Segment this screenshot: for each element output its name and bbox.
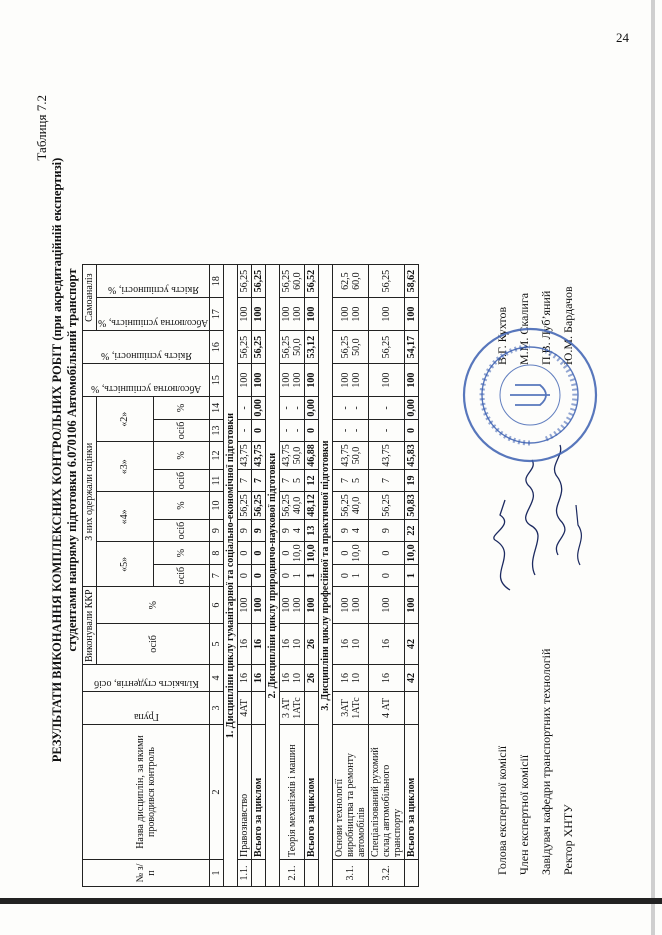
table-cell: - - (280, 397, 305, 420)
total-cell: 100 (405, 364, 419, 397)
table-cell: 4 АТ (369, 692, 405, 725)
table-row (238, 265, 252, 887)
col-selfanalysis-header: Самоаналіз (83, 265, 97, 331)
table-row (333, 265, 369, 887)
g3-percent: % (153, 442, 210, 470)
total-label: Всього за циклом (405, 725, 419, 860)
col-sa-quality-header: Якість успішності, % (107, 284, 199, 296)
table-cell: 56,25 50,0 (280, 331, 305, 364)
total-cell: 16 (252, 623, 266, 664)
total-cell: 16 (252, 665, 266, 692)
table-cell: 7 5 (333, 469, 369, 492)
rotated-document (34, 25, 620, 895)
total-cell: 50,83 (405, 492, 419, 520)
table-cell: 0 1 (280, 564, 305, 587)
g4-percent: % (153, 492, 210, 520)
signature-role: Член експертної комісії (517, 754, 531, 875)
row-number (252, 860, 266, 887)
table-row (369, 265, 405, 887)
table-caption: Таблиця 7.2 (34, 95, 49, 161)
col-students-header: Кількість студентів, осіб (93, 678, 199, 689)
total-cell: 100 (405, 587, 419, 623)
table-cell: 100 100 (333, 364, 369, 397)
signature-name: П.В. Луб’яний (539, 290, 553, 365)
discipline-name: Правознавство (238, 725, 252, 860)
table-cell: 100 100 (280, 298, 305, 331)
table-cell: 56,25 40,0 (280, 492, 305, 520)
scan-edge (651, 0, 655, 935)
section-title: 3. Дисципліни циклу професійної та практичної підготовки (319, 265, 333, 887)
discipline-name: Теорія механізмів і машин (280, 725, 305, 860)
total-cell: 46,88 (305, 442, 319, 470)
total-label: Всього за циклом (305, 725, 319, 860)
col-completed-header: Виконували ККР (83, 587, 97, 665)
column-numbers-row (210, 265, 224, 887)
table-cell: 56,25 (238, 331, 252, 364)
column-number: 5 (210, 623, 224, 664)
column-number: 10 (210, 492, 224, 520)
total-row (252, 265, 266, 887)
table-cell: 56,25 40,0 (333, 492, 369, 520)
table-cell: 100 (369, 298, 405, 331)
total-cell: 0,00 (405, 397, 419, 420)
signature-name: Ю.М. Бардачов (561, 286, 575, 365)
table-cell: 16 (369, 623, 405, 664)
column-number: 16 (210, 331, 224, 364)
column-number: 17 (210, 298, 224, 331)
col-no-header: № з/п (83, 860, 210, 887)
table-cell: 56,25 (238, 492, 252, 520)
total-cell: 56,25 (252, 265, 266, 298)
g5-percent: % (153, 542, 210, 565)
section-row (266, 265, 280, 887)
col-completed-percent: % (97, 587, 210, 623)
table-cell: 9 (238, 519, 252, 542)
total-cell: 48,12 (305, 492, 319, 520)
col-abs-header: Абсолютна успішність, % (91, 383, 202, 395)
column-number: 14 (210, 397, 224, 420)
total-cell: 26 (305, 623, 319, 664)
table-cell: 100 100 (280, 587, 305, 623)
grade-5-header: «5» (97, 542, 154, 587)
g5-persons: осіб (153, 564, 210, 587)
row-number (305, 860, 319, 887)
table-cell: 16 (238, 623, 252, 664)
signature-name: М.М. Скалига (517, 292, 531, 365)
col-received-header: З них одержали оцінки (83, 397, 97, 587)
table-cell: 16 (238, 665, 252, 692)
total-cell: 10,0 (405, 542, 419, 565)
table-row (280, 265, 305, 887)
total-cell: 1 (405, 564, 419, 587)
table-cell: 9 4 (280, 519, 305, 542)
total-cell: 42 (405, 623, 419, 664)
total-cell: 13 (305, 519, 319, 542)
table-cell: 56,25 60,0 (280, 265, 305, 298)
table-cell: 100 (369, 364, 405, 397)
scan-edge-bottom (0, 898, 662, 904)
col-sa-abs-header: Абсолютна успішність, % (98, 317, 209, 329)
total-cell: 53,12 (305, 331, 319, 364)
table-cell: 16 10 (333, 665, 369, 692)
column-number: 2 (210, 725, 224, 860)
col-discipline-header: Назва дисциплін, за якими проводився контроль (83, 725, 210, 860)
total-cell: 0,00 (252, 397, 266, 420)
discipline-name: Спеціалізований рухомий склад автомобільного транспорту (369, 725, 405, 860)
table-cell: 0 (238, 564, 252, 587)
document-title: РЕЗУЛЬТАТИ ВИКОНАННЯ КОМПЛЕКСНИХ КОНТРОЛЬНИХ РОБІТ (при акредитаційній експертизі) (50, 157, 64, 763)
total-cell: 0 (252, 419, 266, 442)
column-number: 11 (210, 469, 224, 492)
table-cell: 100 (369, 587, 405, 623)
col-group-header: Група (133, 711, 159, 722)
table-cell: - (369, 397, 405, 420)
total-cell: 19 (405, 469, 419, 492)
table-cell: - - (333, 397, 369, 420)
total-cell: 100 (305, 364, 319, 397)
column-number: 18 (210, 265, 224, 298)
table-cell: 3АТ 1АТс (333, 692, 369, 725)
g2-percent: % (153, 397, 210, 420)
total-row (305, 265, 319, 887)
table-cell: 43,75 (369, 442, 405, 470)
table-cell: - - (333, 419, 369, 442)
row-number: 2.1. (280, 860, 305, 887)
total-cell: 10,0 (305, 542, 319, 565)
total-cell: 54,17 (405, 331, 419, 364)
discipline-name: Основи технології виробництва та ремонту автомобілів (333, 725, 369, 860)
results-body (210, 265, 419, 887)
column-number: 12 (210, 442, 224, 470)
section-row (319, 265, 333, 887)
table-cell: 7 (369, 469, 405, 492)
section-row (224, 265, 238, 887)
row-number: 3.2. (369, 860, 405, 887)
table-cell: 16 10 (333, 623, 369, 664)
table-cell: 62,5 60,0 (333, 265, 369, 298)
table-cell: - - (280, 419, 305, 442)
column-number: 8 (210, 542, 224, 565)
total-cell: 12 (305, 469, 319, 492)
table-cell: 100 (238, 587, 252, 623)
column-number: 9 (210, 519, 224, 542)
column-number: 7 (210, 564, 224, 587)
column-number: 13 (210, 419, 224, 442)
g4-persons: осіб (153, 519, 210, 542)
total-cell: 0,00 (305, 397, 319, 420)
table-cell: 56,25 (369, 265, 405, 298)
total-cell: 100 (252, 587, 266, 623)
page-number: 24 (616, 30, 629, 45)
total-cell: 56,25 (252, 331, 266, 364)
total-cell: 1 (305, 564, 319, 587)
grade-2-header: «2» (97, 397, 154, 442)
table-cell: 9 4 (333, 519, 369, 542)
results-table (82, 264, 419, 887)
total-cell: 26 (305, 665, 319, 692)
total-cell: 42 (405, 665, 419, 692)
col-completed-persons: осіб (97, 623, 210, 664)
col-quality-header: Якість успішності, % (100, 350, 192, 362)
table-cell: 0 (238, 542, 252, 565)
row-number: 1.1. (238, 860, 252, 887)
total-cell (252, 692, 266, 725)
table-cell: 0 10,0 (280, 542, 305, 565)
total-cell: 100 (305, 298, 319, 331)
total-row (405, 265, 419, 887)
total-cell: 0 (252, 564, 266, 587)
total-cell: 100 (252, 364, 266, 397)
total-cell: 56,52 (305, 265, 319, 298)
table-cell: 3 АТ 1АТс (280, 692, 305, 725)
table-cell: 0 (369, 564, 405, 587)
total-cell: 100 (252, 298, 266, 331)
total-cell: 7 (252, 469, 266, 492)
total-cell: 58,62 (405, 265, 419, 298)
grade-3-header: «3» (97, 442, 154, 492)
document-subtitle: студентами напряму підготовки 6.070106 Автомобільний транспорт (65, 268, 79, 652)
g3-persons: осіб (153, 469, 210, 492)
table-cell: 16 10 (280, 665, 305, 692)
table-cell: 0 (369, 542, 405, 565)
table-cell: 100 100 (333, 587, 369, 623)
total-label: Всього за циклом (252, 725, 266, 860)
total-cell: 9 (252, 519, 266, 542)
section-title: 1. Дисципліни циклу гуманітарної та соціально-економічної підготовки (224, 265, 238, 887)
table-cell: 4АТ (238, 692, 252, 725)
table-cell: 100 (238, 298, 252, 331)
total-cell: 0 (405, 419, 419, 442)
section-title: 2. Дисципліни циклу природничо-наукової підготовки (266, 265, 280, 887)
row-number: 3.1. (333, 860, 369, 887)
total-cell: 100 (405, 298, 419, 331)
total-cell: 0 (305, 419, 319, 442)
grade-4-header: «4» (97, 492, 154, 542)
table-cell: 100 100 (333, 298, 369, 331)
table-cell: 0 10,0 (333, 542, 369, 565)
total-cell (305, 692, 319, 725)
g2-persons: осіб (153, 419, 210, 442)
row-number (405, 860, 419, 887)
column-number: 15 (210, 364, 224, 397)
table-cell: 56,25 (238, 265, 252, 298)
table-cell: 16 (369, 665, 405, 692)
column-number: 3 (210, 692, 224, 725)
table-cell: 56,25 (369, 331, 405, 364)
column-number: 1 (210, 860, 224, 887)
total-cell (405, 692, 419, 725)
table-cell: 56,25 (369, 492, 405, 520)
total-cell: 0 (252, 542, 266, 565)
table-cell: 100 (238, 364, 252, 397)
table-cell: 43,75 (238, 442, 252, 470)
total-cell: 43,75 (252, 442, 266, 470)
table-cell: 9 (369, 519, 405, 542)
signature-role: Завідувач кафедри транспортних технологій (539, 648, 553, 875)
table-cell: 7 5 (280, 469, 305, 492)
table-cell: 100 100 (280, 364, 305, 397)
table-cell: 43,75 50,0 (333, 442, 369, 470)
total-cell: 22 (405, 519, 419, 542)
column-number: 4 (210, 665, 224, 692)
table-cell: - (238, 397, 252, 420)
table-cell: 7 (238, 469, 252, 492)
total-cell: 56,25 (252, 492, 266, 520)
table-cell: 56,25 50,0 (333, 331, 369, 364)
signature-role: Голова експертної комісії (495, 745, 509, 875)
table-cell: 43,75 50,0 (280, 442, 305, 470)
table-cell: 0 1 (333, 564, 369, 587)
total-cell: 45,83 (405, 442, 419, 470)
signature-role: Ректор ХНТУ (561, 804, 575, 875)
total-cell: 100 (305, 587, 319, 623)
official-stamp (460, 325, 600, 465)
signature-name: В.Г. Кухтов (495, 306, 509, 365)
column-number: 6 (210, 587, 224, 623)
table-cell: - (238, 419, 252, 442)
table-cell: 16 10 (280, 623, 305, 664)
table-cell: - (369, 419, 405, 442)
